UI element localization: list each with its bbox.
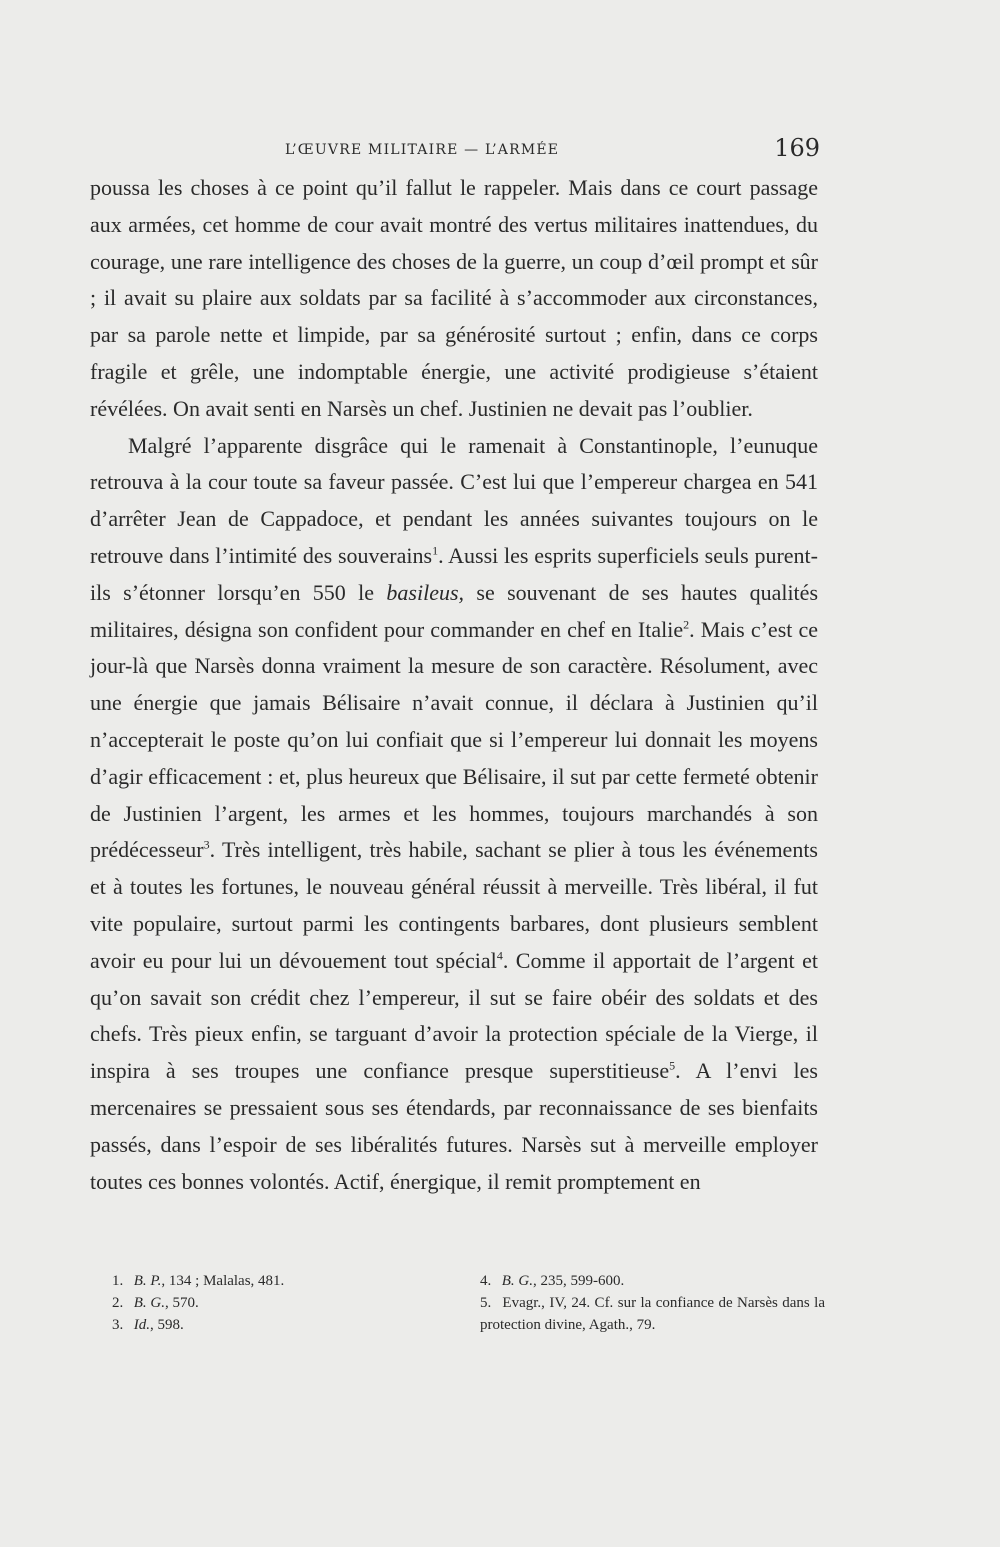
- footnote-text: , 570.: [165, 1295, 199, 1311]
- page-number: 169: [774, 134, 820, 162]
- footnotes-right-column: [480, 1270, 825, 1336]
- footnote-ref-2: 2: [683, 617, 690, 632]
- footnote-source: B. P.: [133, 1273, 162, 1289]
- paragraph-2: [90, 428, 818, 1201]
- footnote-source: B. G.: [501, 1273, 533, 1289]
- page-header: [90, 132, 820, 172]
- footnote-ref-1: 1: [432, 543, 439, 558]
- footnote-ref-4: 4: [496, 948, 503, 963]
- paragraph-2-text-f: . Comme il apportait de l’argent et qu’on savait son crédit chez l’empereur, il sut se faire obéir des soldats et des chefs. Très pieux enfin, se targuant d’avoir la protection spéciale de la Vierge, il inspira à ses troupes une confiance presque superstitieuse: [90, 947, 819, 1084]
- footnote-ref-3: 3: [203, 838, 210, 853]
- basileus-term: basileus,: [386, 579, 465, 605]
- footnote-source: B. G.: [133, 1295, 165, 1311]
- paragraph-2-text-b: . Aussi les esprits superficiels seuls purent-ils s’étonner lorsqu’en 550 le: [90, 542, 818, 605]
- footnote-4: [480, 1270, 825, 1292]
- footnote-number: 3.: [112, 1317, 124, 1333]
- paragraph-2-text-e: . Très intelligent, très habile, sachant se plier à tous les événements et à toutes les fortunes, le nouveau général réussit à merveille. Très libéral, il fut vite populaire, surtout parmi les contingents barbares, dont plusieurs semblent avoir eu pour lui un dévouement tout spécial: [90, 837, 818, 973]
- paragraph-2-text-g: . A l’envi les mercenaires se pressaient sous ses étendards, par reconnaissance de ses bienfaits passés, dans l’espoir de ses libéralités futures. Narsès sut à merveille employer toutes ces bonnes volontés. Actif, énergique, il remit promptement en: [90, 1058, 818, 1194]
- footnote-text: Evagr., IV, 24. Cf. sur la confiance de Narsès dans la protection divine, Agath., 79.: [480, 1295, 825, 1333]
- paragraph-2-text-d: . Mais c’est ce jour-là que Narsès donna vraiment la mesure de son caractère. Résolument, avec une énergie que jamais Bélisaire n’avait connue, il déclara à Justinien qu’il n’accepterait le poste qu’on lui confiait que si l’empereur lui donnait les moyens d’agir efficacement : et, plus heureux que Bélisaire, il sut par cette fermeté obtenir de Justinien l’argent, les armes et les hommes, toujours marchandés à son prédécesseur: [90, 616, 818, 863]
- footnote-source: Id.: [133, 1317, 150, 1333]
- footnote-number: 2.: [112, 1295, 124, 1311]
- footnote-1: [112, 1270, 452, 1292]
- footnote-2: [112, 1292, 452, 1314]
- footnote-3: [112, 1314, 452, 1336]
- paragraph-2-text-a: Malgré l’apparente disgrâce qui le ramenait à Constantinople, l’eunuque retrouva à la cour toute sa faveur passée. C’est lui que l’empereur chargea en 541 d’arrêter Jean de Cappadoce, et pendant les années suivantes toujours on le retrouve dans l’intimité des souverains: [90, 432, 818, 568]
- paragraph-1: poussa les choses à ce point qu’il fallut le rappeler. Mais dans ce court passage aux armées, cet homme de cour avait montré des vertus militaires inattendues, du courage, une rare intelligence des choses de la guerre, un coup d’œil prompt et sûr ; il avait su plaire aux soldats par sa facilité à s’accommoder aux circonstances, par sa parole nette et limpide, par sa générosité surtout ; enfin, dans ce corps fragile et grêle, une indomptable énergie, une activité prodigieuse s’étaient révélées. On avait senti en Narsès un chef. Justinien ne devait pas l’oublier.: [90, 175, 818, 421]
- paragraph-2-text-c: se souvenant de ses hautes qualités militaires, désigna son confident pour commander en chef en Italie: [90, 579, 818, 642]
- footnote-number: 5.: [480, 1295, 492, 1311]
- footnote-5: [480, 1292, 825, 1336]
- footnote-text: , 134 ; Malalas, 481.: [161, 1273, 285, 1289]
- body-text: [90, 170, 818, 1200]
- footnote-number: 1.: [112, 1273, 124, 1289]
- running-title: L’ŒUVRE MILITAIRE — L’ARMÉE: [285, 142, 560, 158]
- footnote-text: , 598.: [150, 1317, 184, 1333]
- footnote-text: , 235, 599-600.: [533, 1273, 625, 1289]
- footnote-number: 4.: [480, 1273, 492, 1289]
- footnotes-left-column: [112, 1270, 452, 1336]
- footnote-ref-5: 5: [669, 1058, 676, 1073]
